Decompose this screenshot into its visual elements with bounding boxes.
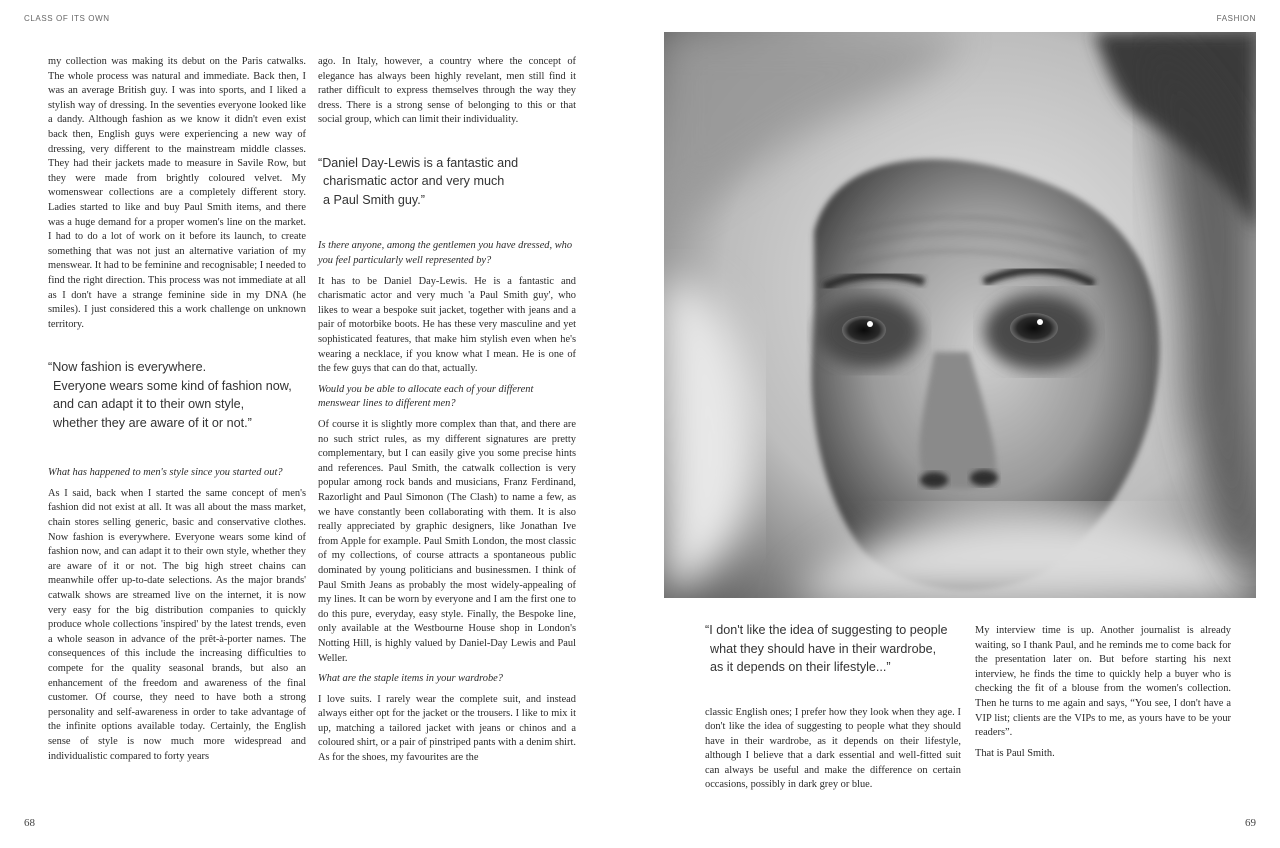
column-2 <box>318 55 576 772</box>
column-1 <box>48 55 306 770</box>
portrait-photo <box>664 32 1256 598</box>
pull-quote-line: “Now fashion is everywhere. <box>48 360 207 375</box>
running-head-right: FASHION <box>1216 14 1256 23</box>
pull-quote-line: and can adapt it to their own style, <box>53 397 245 412</box>
pull-quote-line: charismatic actor and very much <box>323 174 505 189</box>
interview-question: Is there anyone, among the gentlemen you have dressed, who you feel particularly well represented by? <box>318 240 573 267</box>
body-paragraph: My interview time is up. Another journalist is already waiting, so I thank Paul, and he reminds me to come back for the presentation later on. But before starting his next interview, he finds the time to quickly help a buyer who is checking the fit of a blouse from the women's collection. Then he turns to me again and says, “You see, I don't have a VIP list; clients are the VIPs to me, as yours have to be your readers”. <box>975 625 1231 739</box>
body-paragraph: It has to be Daniel Day-Lewis. He is a fantastic and charismatic actor and very much 'a Paul Smith guy', who likes to wear a bespoke suit jacket, together with jeans and a pair of motorbike boots. He has these very masculine and yet sophisticated features, that make him stylish even when he's wearing a necklace, if you know what I mean. He is one of the few guys that can do that, actually. <box>318 275 576 375</box>
body-paragraph: my collection was making its debut on the Paris catwalks. The whole process was natural and immediate. Back then, I was an average British guy. I was into sports, and I liked a stylish way of dressing. In the seventies everyone looked like a dandy. Although fashion as we know it didn't even exist back then, English guys were experiencing a new way of dressing, very different to the mainstream middle classes. They had their jackets made to measure in Savile Row, but they were made from brightly coloured velvet. My womenswear collections are a completely different story. Ladies started to like and buy Paul Smith items, and there was a huge demand for a proper women's line on the market. I had to do a lot of work on it before its launch, to create something that was not just an alternative variation of my menswear. It had to be feminine and recognisable; I needed to find the right direction. This process was not immediate at all as I don't have a strange feminine side in my DNA (he smiles). I just considered this a work challenge on unknown territory. <box>48 56 306 330</box>
pull-quote <box>318 154 576 210</box>
interview-question: Would you be able to allocate each of your different menswear lines to different men? <box>318 383 534 410</box>
body-paragraph: Of course it is slightly more complex than that, and there are no such strict rules, as my different signatures are pretty complementary, but I can easily give you some precise hints and references. Paul Smith, the catwalk collection is very popular among rock bands and musicians, Franz Ferdinand, Razorlight and Paul Simonon (The Clash) to name a few, as we have constantly been collaborating with them. It is also really appreciated by graphic designers, like Jonathan Ive from Apple for example. Paul Smith London, the most classic of my collections, of course attracts a spontaneous public dominated by young politicians and businessmen. I think of Paul Smith Jeans as probably the most widely-appealing of my lines. It can be worn by everyone and I am the first one to do this pure, everyday, easy style. Finally, the Bespoke line, only available at the Westbourne House shop in London's Notting Hill, is highly valued by Daniel-Day Lewis and Paul Weller. <box>318 419 576 664</box>
pull-quote-line: Everyone wears some kind of fashion now, <box>53 378 292 393</box>
pull-quote-line: what they should have in their wardrobe, <box>710 641 937 656</box>
running-head-left: CLASS OF ITS OWN <box>24 14 110 23</box>
pull-quote <box>705 621 961 677</box>
pull-quote <box>48 358 306 432</box>
pull-quote-line: as it depends on their lifestyle...” <box>710 660 891 674</box>
column-4 <box>975 624 1231 767</box>
body-paragraph: I love suits. I rarely wear the complete suit, and instead always either opt for the jacket or the trousers. I like to mix it up, matching a tailored jacket with jeans or chinos and a coloured shirt, or a pair of pinstriped pants with a denim shirt. As for the shoes, my favourites are the <box>318 693 576 764</box>
pull-quote-line: whether they are aware of it or not.” <box>53 415 252 430</box>
portrait-photo-drawing <box>664 32 1256 598</box>
body-paragraph: ago. In Italy, however, a country where the concept of elegance has always been highly revelant, men still find it rather difficult to express themselves through the way they dress. There is a strong sense of belonging to this or that social group, which can limit their individuality. <box>318 56 576 126</box>
body-paragraph: That is Paul Smith. <box>975 747 1055 759</box>
pull-quote-line: “Daniel Day-Lewis is a fantastic and <box>318 155 519 170</box>
pull-quote-line: “I don't like the idea of suggesting to people <box>705 623 948 637</box>
page-number-left: 68 <box>24 817 35 829</box>
body-paragraph: classic English ones; I prefer how they look when they age. I don't like the idea of suggesting to people what they should have in their wardrobe, as it depends on their lifestyle, although I believe that a dark essential and well-fitted suit can always be useful and make the difference on certain occasions, possibly in dark grey or blue. <box>705 706 961 791</box>
body-paragraph: As I said, back when I started the same concept of men's fashion did not exist at all. It was all about the mass market, chain stores selling generic, basic and conservative clothes. Now fashion is everywhere. Everyone wears some kind of fashion now, and can adapt it to their own style, whether they are aware of it or not. The big high street chains can meanwhile offer up-to-date selections. As the major brands' catwalk shows are streamed live on the internet, it is now very easy for the big distribution companies to quickly produce whole collections 'inspired' by the latest trends, even a whole season in advance of the prêt-à-porter names. The consequences of this include the increasing difficulties to compete for the quality seasonal brands, but also an enhancement of the freedom and awareness of the final customer. Of course, they need to have both a strong personality and self-awareness in order to take advantage of the infinite options available today. Certainly, the English sense of style is now much more widespread and individualistic compared to forty years <box>48 487 306 762</box>
column-3 <box>705 621 961 799</box>
interview-question: What are the staple items in your wardrobe? <box>318 673 503 685</box>
interview-question: What has happened to men's style since you started out? <box>48 467 283 479</box>
pull-quote-line: a Paul Smith guy.” <box>323 192 425 207</box>
page-number-right: 69 <box>1245 817 1256 829</box>
